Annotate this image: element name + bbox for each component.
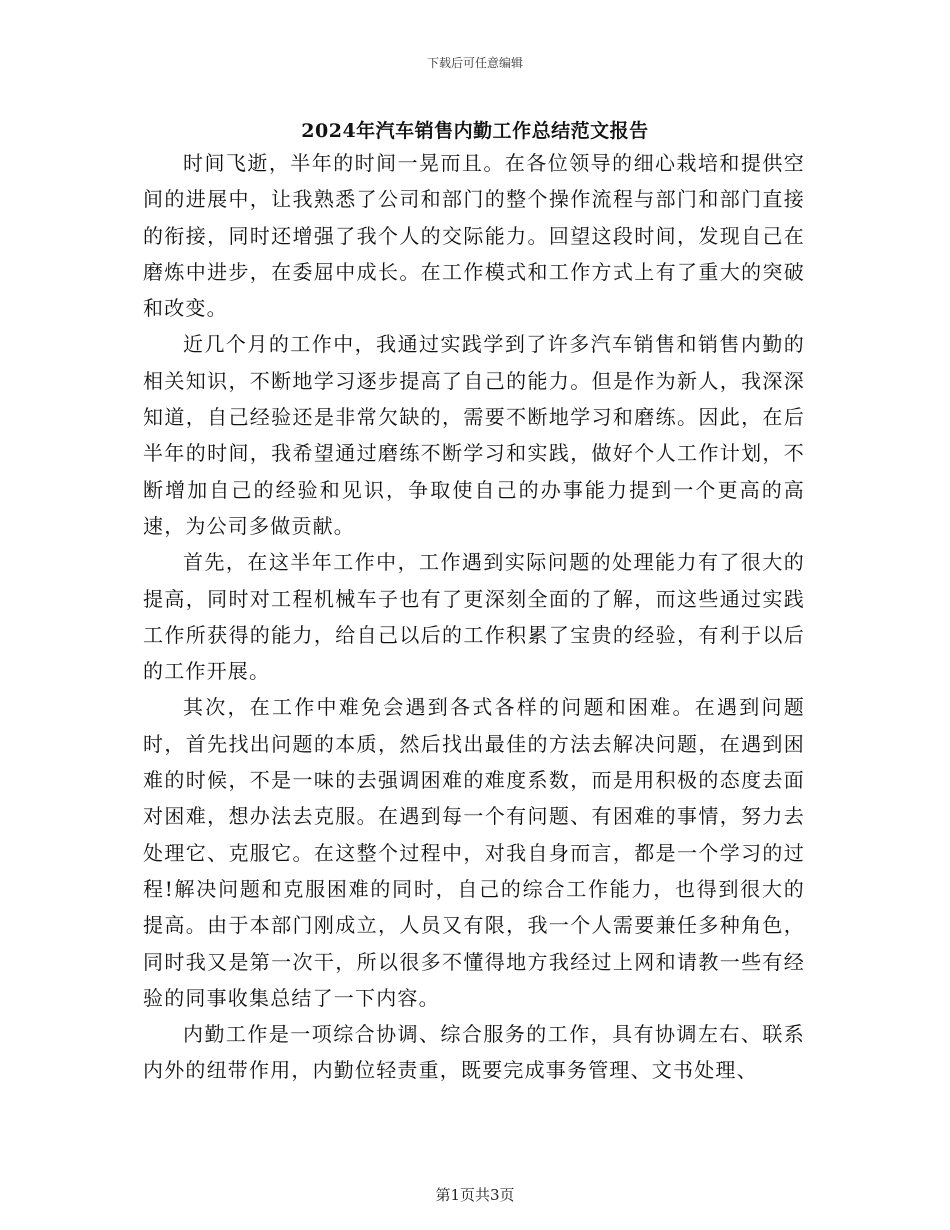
paragraph-4: 其次，在工作中难免会遇到各式各样的问题和困难。在遇到问题时，首先找出问题的本质，然后找出最佳的方法去解决问题，在遇到困难的时候，不是一味的去强调困难的难度系数，而是用积极的态度去面对困难，想办法去克服。在遇到每一个有问题、有困难的事情，努力去处理它、克服它。在这整个过程中，对我自身而言，都是一个学习的过程!解决问题和克服困难的同时，自己的综合工作能力，也得到很大的提高。由于本部门刚成立，人员又有限，我一个人需要兼任多种角色，同时我又是第一次干，所以很多不懂得地方我经过上网和请教一些有经验的同事收集总结了一下内容。 <box>143 695 805 1010</box>
page-indicator: 第1页共3页 <box>435 1186 515 1204</box>
paragraph-5: 内勤工作是一项综合协调、综合服务的工作，具有协调左右、联系内外的纽带作用，内勤位轻责重，既要完成事务管理、文书处理、 <box>143 1022 805 1083</box>
paragraph-3: 首先，在这半年工作中，工作遇到实际问题的处理能力有了很大的提高，同时对工程机械车子也有了更深刻全面的了解，而这些通过实践工作所获得的能力，给自己以后的工作积累了宝贵的经验，有利于以后的工作开展。 <box>143 550 805 684</box>
document-title: 2024年汽车销售内勤工作总结范文报告 <box>301 120 649 142</box>
paragraph-1: 时间飞逝，半年的时间一晃而且。在各位领导的细心栽培和提供空间的进展中，让我熟悉了公司和部门的整个操作流程与部门和部门直接的衔接，同时还增强了我个人的交际能力。回望这段时间，发现自己在磨炼中进步，在委屈中成长。在工作模式和工作方式上有了重大的突破和改变。 <box>143 151 805 321</box>
document-body <box>143 145 805 1089</box>
paragraph-2: 近几个月的工作中，我通过实践学到了许多汽车销售和销售内勤的相关知识，不断地学习逐步提高了自己的能力。但是作为新人，我深深知道，自己经验还是非常欠缺的，需要不断地学习和磨练。因此，在后半年的时间，我希望通过磨练不断学习和实践，做好个人工作计划，不断增加自己的经验和见识，争取使自己的办事能力提到一个更高的高速，为公司多做贡献。 <box>143 332 805 538</box>
header-note: 下载后可任意编辑 <box>426 56 523 70</box>
